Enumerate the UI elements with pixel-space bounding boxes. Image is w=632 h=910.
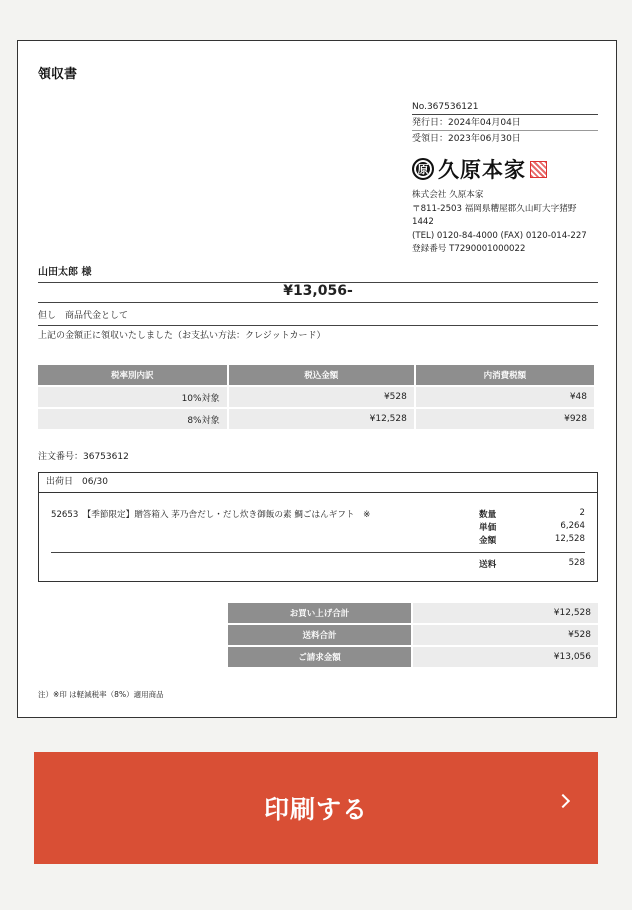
table-row <box>38 409 594 429</box>
print-button[interactable] <box>34 752 598 864</box>
table-row <box>38 387 594 407</box>
shipping-row <box>479 558 585 570</box>
company-info <box>412 189 598 257</box>
chevron-right-icon <box>556 794 570 808</box>
divider <box>51 552 585 553</box>
company-address: 〒811-2503 福岡県糟屋郡久山町大字猪野1442 <box>412 203 577 227</box>
item-amount-label: 金額 <box>479 536 497 546</box>
received-date: 受領日：2023年06月30日 <box>412 134 521 144</box>
shipping-total-value: ¥528 <box>413 625 598 645</box>
company-logo <box>412 155 598 183</box>
ship-date: 出荷日 06/30 <box>39 473 597 493</box>
shipping-value: 528 <box>568 558 585 568</box>
logo-text: 久原本家 <box>438 157 526 182</box>
tax-header-tax: 内消費税額 <box>416 365 594 385</box>
footnote: 注）※印 は軽減税率（8%）適用商品 <box>38 690 164 699</box>
tax-breakdown-table <box>36 363 596 431</box>
order-number: 注文番号：36753612 <box>38 452 129 462</box>
issue-date: 発行日：2024年04月04日 <box>412 115 598 131</box>
logo-mark-icon: 原 <box>412 158 434 180</box>
quantity-row <box>479 508 585 520</box>
quantity-value: 2 <box>579 508 585 518</box>
issuer-block <box>412 99 598 257</box>
received-statement: 上記の金額正に領収いたしました（お支払い方法：クレジットカード） <box>38 331 326 341</box>
item-name: 52653 【季節限定】贈答箱入 茅乃舎だし・だし炊き御飯の素 鯛ごはんギフト ※ <box>51 510 371 520</box>
quantity-label: 数量 <box>479 510 497 520</box>
totals-table <box>228 601 598 669</box>
tax-header-rate: 税率別内訳 <box>38 365 227 385</box>
unit-price-value: 6,264 <box>560 521 585 531</box>
unit-price-row <box>479 521 585 533</box>
company-phone: (TEL) 0120-84-4000 (FAX) 0120-014-227 <box>412 230 587 241</box>
table-row <box>228 603 598 623</box>
registration-number: 登録番号 T7290001000022 <box>412 244 526 254</box>
tax-total-cell: ¥528 <box>229 387 414 407</box>
tax-header-total: 税込金額 <box>229 365 414 385</box>
receipt <box>17 40 617 718</box>
tax-total-cell: ¥12,528 <box>229 409 414 429</box>
receipt-amount: ¥13,056- <box>38 283 598 303</box>
print-button-label: 印刷する <box>263 795 368 824</box>
tax-rate-cell: 8%対象 <box>38 409 227 429</box>
shipping-label: 送料 <box>479 560 497 570</box>
tax-amount-cell: ¥928 <box>416 409 594 429</box>
proviso: 但し 商品代金として <box>38 308 598 326</box>
item-amount-row <box>479 534 585 546</box>
shipping-total-label: 送料合計 <box>228 625 413 645</box>
subtotal-label: お買い上げ合計 <box>228 603 413 623</box>
subtotal-value: ¥12,528 <box>413 603 598 623</box>
table-row <box>228 625 598 645</box>
seal-icon <box>530 161 547 178</box>
tax-amount-cell: ¥48 <box>416 387 594 407</box>
company-name: 株式会社 久原本家 <box>412 190 484 200</box>
billing-total-value: ¥13,056 <box>413 647 598 667</box>
shipment-box <box>38 472 598 582</box>
billing-total-label: ご請求金額 <box>228 647 413 667</box>
item-amount-value: 12,528 <box>554 534 585 544</box>
customer-name: 山田太郎 様 <box>38 263 598 283</box>
unit-price-label: 単価 <box>479 523 497 533</box>
table-row <box>228 647 598 667</box>
receipt-number: No.367536121 <box>412 99 598 115</box>
tax-rate-cell: 10%対象 <box>38 387 227 407</box>
receipt-title: 領収書 <box>38 67 78 82</box>
